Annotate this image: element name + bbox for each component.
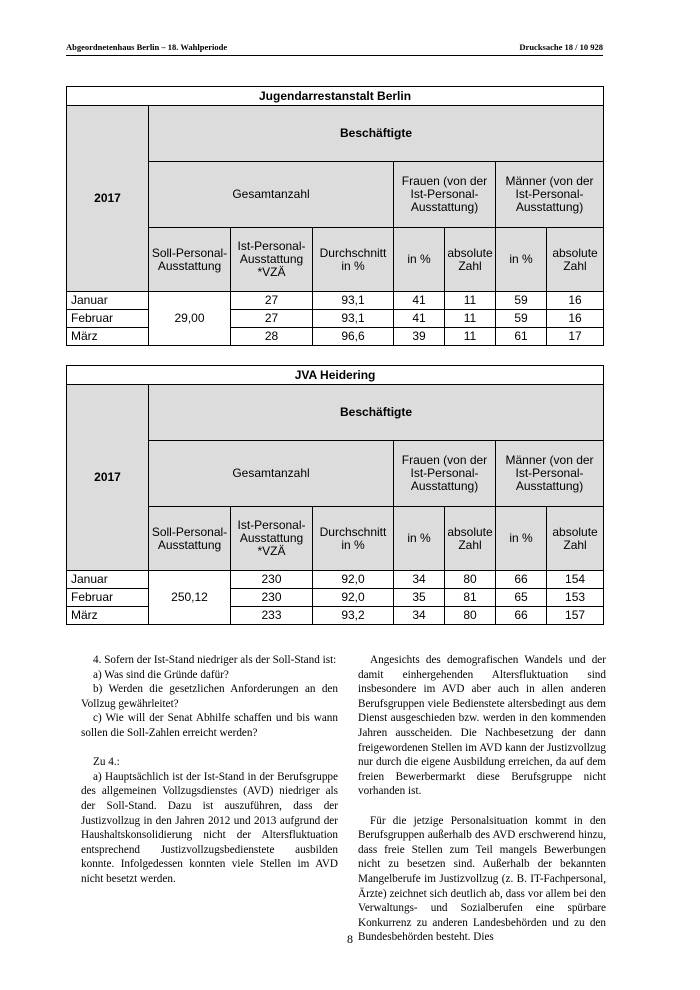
f-pct-cell: 41: [394, 310, 445, 328]
frauen-abs-header: absolute Zahl: [445, 507, 496, 571]
durchschnitt-header: Durchschnitt in %: [313, 507, 394, 571]
month-cell: Januar: [67, 292, 149, 310]
m-abs-cell: 157: [547, 607, 604, 625]
question-4c: c) Wie will der Senat Abhilfe schaffen und bis wann sollen die Soll-Zahlen erreicht werden?: [81, 712, 338, 739]
avg-cell: 93,1: [313, 292, 394, 310]
m-abs-cell: 154: [547, 571, 604, 589]
maenner-header: Männer (von der Ist-Personal-Ausstattung): [496, 162, 604, 228]
soll-header: Soll-Personal-Ausstattung: [149, 507, 231, 571]
durchschnitt-header: Durchschnitt in %: [313, 228, 394, 292]
f-abs-cell: 81: [445, 589, 496, 607]
soll-cell: 250,12: [149, 571, 231, 625]
maenner-abs-header: absolute Zahl: [547, 228, 604, 292]
soll-header: Soll-Personal-Ausstattung: [149, 228, 231, 292]
table-title: Jugendarrestanstalt Berlin: [67, 87, 604, 106]
month-cell: März: [67, 328, 149, 346]
header-rule: [66, 55, 603, 56]
f-abs-cell: 11: [445, 292, 496, 310]
avg-cell: 93,1: [313, 310, 394, 328]
frauen-pct-header: in %: [394, 507, 445, 571]
maenner-abs-header: absolute Zahl: [547, 507, 604, 571]
f-pct-cell: 34: [394, 571, 445, 589]
f-pct-cell: 41: [394, 292, 445, 310]
table-row: [67, 607, 604, 625]
frauen-abs-header: absolute Zahl: [445, 228, 496, 292]
f-abs-cell: 80: [445, 571, 496, 589]
m-pct-cell: 66: [496, 607, 547, 625]
maenner-pct-header: in %: [496, 228, 547, 292]
soll-cell: 29,00: [149, 292, 231, 346]
month-cell: Februar: [67, 589, 149, 607]
frauen-pct-header: in %: [394, 228, 445, 292]
avg-cell: 96,6: [313, 328, 394, 346]
f-pct-cell: 34: [394, 607, 445, 625]
month-cell: März: [67, 607, 149, 625]
avg-cell: 93,2: [313, 607, 394, 625]
m-pct-cell: 66: [496, 571, 547, 589]
ist-cell: 28: [231, 328, 313, 346]
ist-cell: 230: [231, 589, 313, 607]
gesamtanzahl-header: Gesamtanzahl: [149, 162, 394, 228]
ist-header: Ist-Personal-Ausstattung *VZÄ: [231, 228, 313, 292]
m-pct-cell: 61: [496, 328, 547, 346]
month-cell: Januar: [67, 571, 149, 589]
table-row: [67, 328, 604, 346]
ist-cell: 230: [231, 571, 313, 589]
f-abs-cell: 11: [445, 310, 496, 328]
gesamtanzahl-header: Gesamtanzahl: [149, 441, 394, 507]
m-pct-cell: 59: [496, 310, 547, 328]
maenner-pct-header: in %: [496, 507, 547, 571]
frauen-header: Frauen (von der Ist-Personal-Ausstattung): [394, 162, 496, 228]
f-pct-cell: 35: [394, 589, 445, 607]
year-cell: 2017: [67, 106, 149, 292]
ist-cell: 233: [231, 607, 313, 625]
ist-cell: 27: [231, 292, 313, 310]
m-abs-cell: 16: [547, 292, 604, 310]
header-left: Abgeordnetenhaus Berlin – 18. Wahlperiode: [66, 42, 228, 52]
header-right: Drucksache 18 / 10 928: [519, 42, 603, 52]
avg-cell: 92,0: [313, 571, 394, 589]
ist-header: Ist-Personal-Ausstattung *VZÄ: [231, 507, 313, 571]
f-abs-cell: 80: [445, 607, 496, 625]
avg-cell: 92,0: [313, 589, 394, 607]
m-abs-cell: 17: [547, 328, 604, 346]
ist-cell: 27: [231, 310, 313, 328]
question-4-intro: 4. Sofern der Ist-Stand niedriger als der Soll-Stand ist:: [93, 654, 337, 666]
table-jva-heidering: [66, 365, 604, 625]
table-row: [67, 571, 604, 589]
table-row: [67, 292, 604, 310]
page-number: 8: [347, 932, 353, 946]
table-title: JVA Heidering: [67, 366, 604, 385]
answer-heading: Zu 4.:: [93, 756, 120, 769]
year-cell: 2017: [67, 385, 149, 571]
question-4a: a) Was sind die Gründe dafür?: [93, 668, 229, 681]
maenner-header: Männer (von der Ist-Personal-Ausstattung): [496, 441, 604, 507]
beschaeftigte-header: Beschäftigte: [149, 106, 604, 162]
right-paragraph-1: Angesichts des demografischen Wandels und der damit einhergehenden Altersfluktuation sind insbesondere im AVD aber auch in allen anderen Berufsgruppen viele Bedienstete altersbedingt aus dem Dienst ausgeschieden bzw. werden in den kommenden Jahren ausscheiden. Die Nachbesetzung der dann freigewordenen Stellen im AVD kann der Justizvollzug nur durch die eigene Ausbildung erreichen, da auf dem freien Bewerbermarkt diese Berufsgruppe nicht vorhanden ist.: [358, 654, 606, 798]
m-pct-cell: 59: [496, 292, 547, 310]
table-row: [67, 310, 604, 328]
month-cell: Februar: [67, 310, 149, 328]
question-4b: b) Werden die gesetzlichen Anforderungen an den Vollzug gewährleitet?: [81, 683, 338, 710]
beschaeftigte-header: Beschäftigte: [149, 385, 604, 441]
m-abs-cell: 153: [547, 589, 604, 607]
m-abs-cell: 16: [547, 310, 604, 328]
f-pct-cell: 39: [394, 328, 445, 346]
table-row: [67, 589, 604, 607]
frauen-header: Frauen (von der Ist-Personal-Ausstattung): [394, 441, 496, 507]
answer-4a: a) Hauptsächlich ist der Ist-Stand in der Berufsgruppe des allgemeinen Vollzugsdienstes (AVD) niedriger als der Soll-Stand. Dazu ist auszuführen, dass der Justizvollzug in den Jahren 2012 und 2013 aufgrund der Haushaltskonsolidierung nicht der Altersfluktuation entsprechend Justizvollzugsbedienstete ausbilden konnte. Infolgedessen konnten viele Stellen im AVD nicht besetzt werden.: [81, 770, 338, 885]
f-abs-cell: 11: [445, 328, 496, 346]
m-pct-cell: 65: [496, 589, 547, 607]
table-jugendarrestanstalt: [66, 86, 604, 346]
right-column: [358, 653, 606, 945]
right-paragraph-2: Für die jetzige Personalsituation kommt in den Berufsgruppen außerhalb des AVD erschwerend hinzu, dass freie Stellen zum Teil mangels Bewerbungen nicht zu besetzen sind. Außerhalb der bekannten Mangelberufe im Justizvollzug (z. B. IT-Fachpersonal, Ärzte) zeichnet sich deutlich ab, dass vor allem bei den Verwaltungs- und Sozialberufen eine spürbare Konkurrenz zu anderen Landesbehörden und zu den Bundesbehörden besteht. Dies: [358, 814, 606, 944]
left-column: [81, 653, 338, 887]
